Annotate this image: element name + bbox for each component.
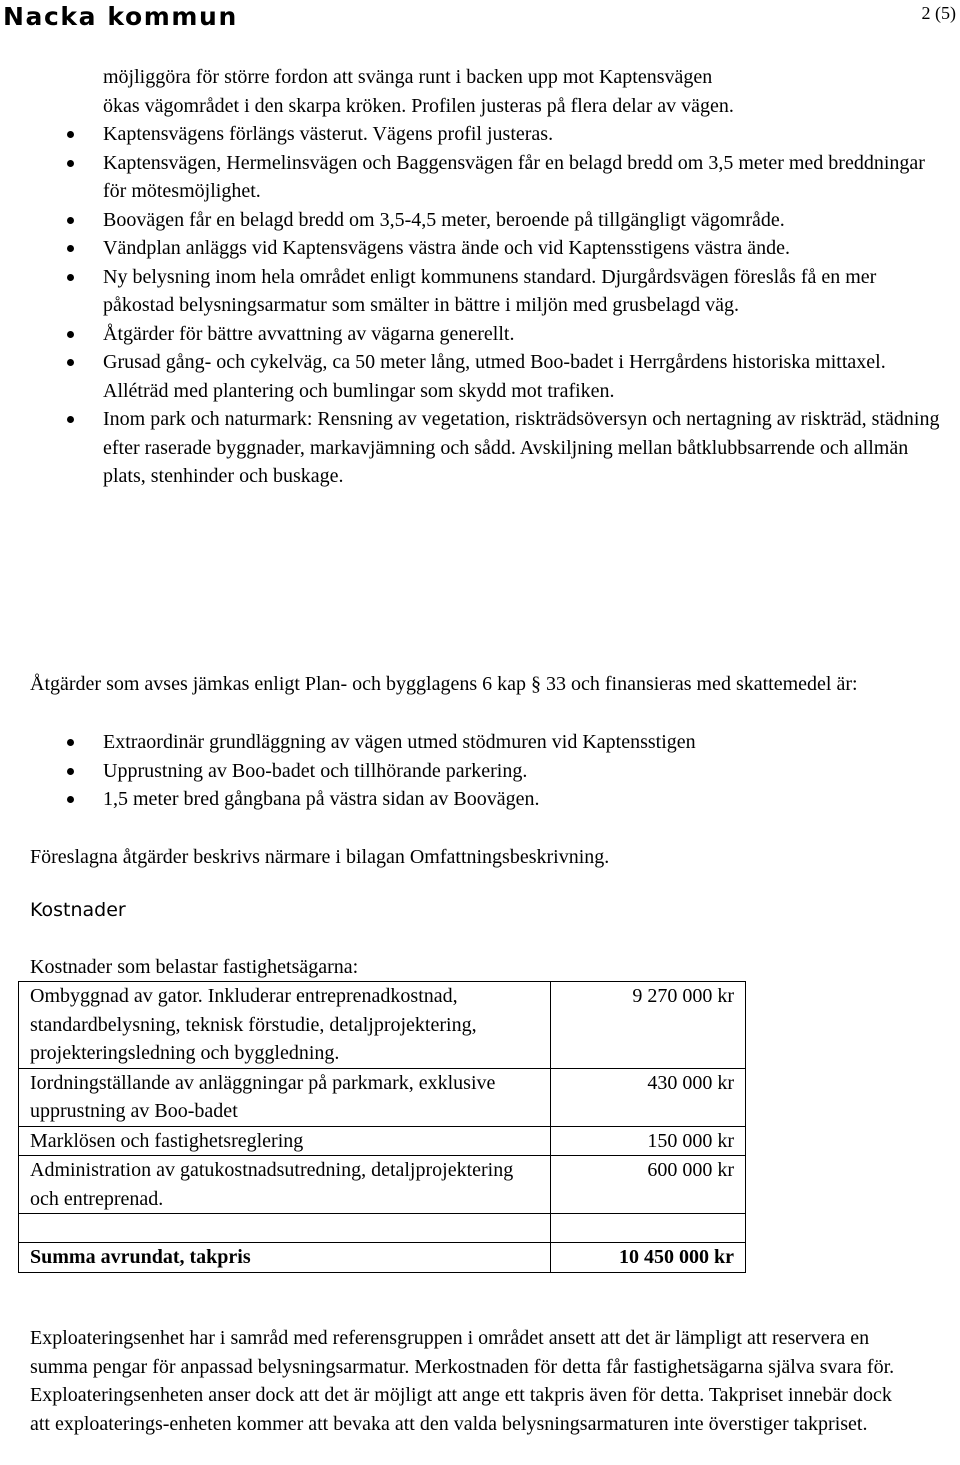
foreslagna-paragraph: Föreslagna åtgärder beskrivs närmare i bilagan Omfattningsbeskrivning. (30, 846, 610, 868)
header-title: Nacka kommun (3, 2, 238, 31)
list-item (0, 757, 960, 786)
list-item (0, 405, 960, 491)
list-item-text: Extraordinär grundläggning av vägen utmed stödmuren vid Kaptensstigen (103, 731, 696, 753)
continuation-line: ökas vägområdet i den skarpa kröken. Profilen justeras på flera delar av vägen. (103, 94, 734, 117)
list-item (0, 728, 960, 757)
jamkas-list (0, 728, 960, 814)
table-row (19, 982, 746, 1069)
table-row-empty (19, 1214, 746, 1243)
bullet-icon (67, 131, 74, 138)
list-item-text: Boovägen får en belagd bredd om 3,5-4,5 meter, beroende på tillgängligt vägområde. (103, 208, 785, 231)
page-number: 2 (5) (921, 3, 956, 23)
list-item-text: Upprustning av Boo-badet och tillhörande parkering. (103, 759, 528, 782)
cost-amount: 430 000 kr (551, 1068, 746, 1126)
list-item (0, 234, 960, 263)
total-amount: 10 450 000 kr (551, 1243, 746, 1273)
bullet-icon (67, 274, 74, 281)
closing-paragraph: Exploateringsenhet har i samråd med referensgruppen i området ansett att det är lämpligt att reservera en summa pengar för anpassad belysningsarmatur. Merkostnaden för detta får fastighetsägarna själva svara för. Exploateringsenheten anser dock att det är möjligt att ange ett takpris även för detta. Takpriset innebär dock att exploaterings-enheten kommer att bevaka att den valda belysningsarmaturen inte överstiger takpriset. (30, 1327, 895, 1435)
list-item-text: Inom park och naturmark: Rensning av vegetation, riskträdsöversyn och nertagning av riskträd, städning efter raserade byggnader, markavjämning och sådd. Avskiljning mellan båtklubbsarrende och allmän plats, stenhinder och buskage. (103, 408, 940, 487)
continuation-line: möjliggöra för större fordon att svänga runt i backen upp mot Kaptensvägen (103, 66, 713, 88)
bullet-icon (67, 245, 74, 252)
cost-description: Marklösen och fastighetsreglering (19, 1126, 551, 1156)
intro-continuation (103, 63, 943, 120)
jamkas-intro: Åtgärder som avses jämkas enligt Plan- och bygglagens 6 kap § 33 och finansieras med skattemedel är: (30, 673, 858, 695)
list-item-text: Grusad gång- och cykelväg, ca 50 meter lång, utmed Boo-badet i Herrgårdens historiska mittaxel. Alléträd med plantering och bumlingar som skydd mot trafiken. (103, 351, 886, 402)
empty-cell (551, 1214, 746, 1243)
cost-description: Administration av gatukostnadsutredning, detaljprojektering och entreprenad. (19, 1156, 551, 1214)
cost-amount: 600 000 kr (551, 1156, 746, 1214)
cost-amount: 150 000 kr (551, 1126, 746, 1156)
list-item-text: Kaptensvägen, Hermelinsvägen och Baggensvägen får en belagd bredd om 3,5 meter med breddningar för mötesmöjlighet. (103, 151, 925, 202)
list-item (0, 785, 960, 814)
list-item (0, 348, 960, 405)
list-item-text: Ny belysning inom hela området enligt kommunens standard. Djurgårdsvägen föreslås få en mer påkostad belysningsarmatur som smälter in bättre i miljön med grusbelagd väg. (103, 265, 877, 316)
empty-cell (19, 1214, 551, 1243)
costs-subheading: Kostnader som belastar fastighetsägarna: (30, 956, 359, 978)
bullet-icon (67, 160, 74, 167)
total-label: Summa avrundat, takpris (19, 1243, 551, 1273)
bullet-icon (67, 217, 74, 224)
bullet-icon (67, 331, 74, 338)
table-row (19, 1068, 746, 1126)
cost-amount: 9 270 000 kr (551, 982, 746, 1069)
bullet-icon (67, 768, 74, 775)
list-item (0, 263, 960, 320)
bullet-icon (67, 739, 74, 746)
section-heading-kostnader: Kostnader (30, 899, 126, 921)
table-row (19, 1126, 746, 1156)
costs-table (18, 981, 746, 1273)
table-row (19, 1156, 746, 1214)
bullet-icon (67, 416, 74, 423)
bullet-icon (67, 359, 74, 366)
cost-description: Ombyggnad av gator. Inkluderar entreprenadkostnad, standardbelysning, teknisk förstudie, detaljprojektering, projekteringsledning och byggledning. (19, 982, 551, 1069)
cost-description: Iordningställande av anläggningar på parkmark, exklusive upprustning av Boo-badet (19, 1068, 551, 1126)
list-item (0, 206, 960, 235)
table-row-total (19, 1243, 746, 1273)
list-item (0, 120, 960, 149)
measures-list (0, 120, 960, 491)
list-item-text: 1,5 meter bred gångbana på västra sidan av Boovägen. (103, 788, 540, 810)
bullet-icon (67, 796, 74, 803)
list-item-text: Vändplan anläggs vid Kaptensvägens västra ände och vid Kaptensstigens västra ände. (103, 237, 791, 259)
list-item (0, 149, 960, 206)
list-item (0, 320, 960, 349)
list-item-text: Kaptensvägens förlängs västerut. Vägens profil justeras. (103, 123, 554, 145)
list-item-text: Åtgärder för bättre avvattning av vägarna generellt. (103, 322, 515, 345)
